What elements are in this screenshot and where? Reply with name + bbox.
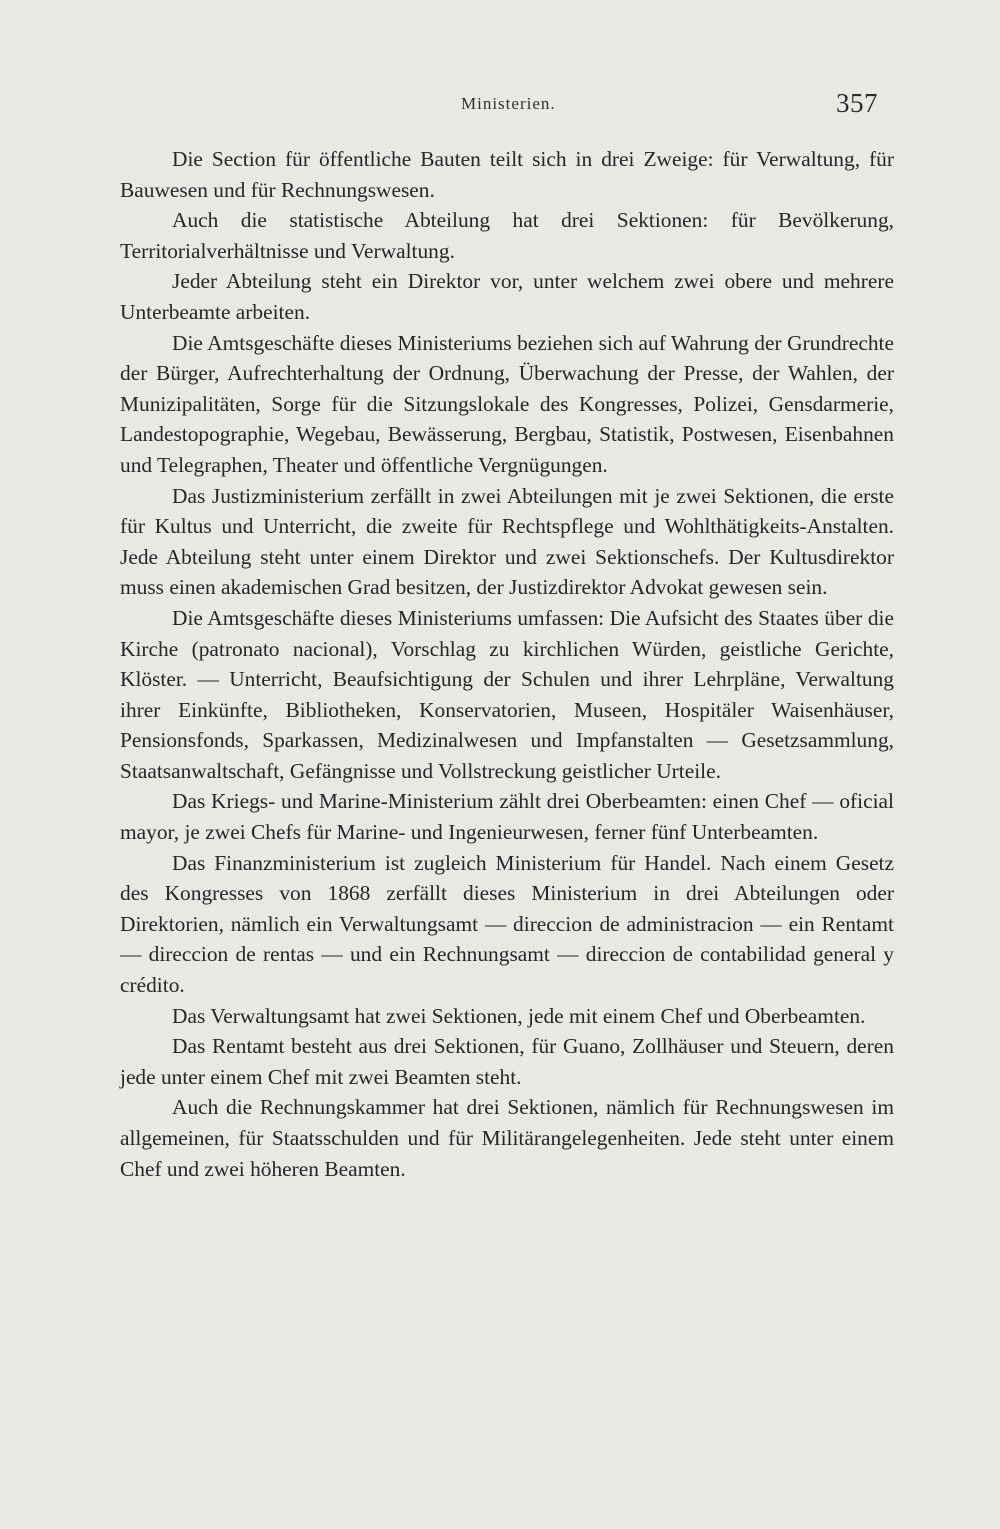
- paragraph: Die Amtsgeschäfte dieses Ministeriums beziehen sich auf Wahrung der Grundrechte der Bürger, Aufrechterhaltung der Ordnung, Überwachung der Presse, der Wahlen, der Munizipalitäten, Sorge für die Sitzungslokale des Kongresses, Polizei, Gensdarmerie, Landestopographie, Wegebau, Bewässerung, Bergbau, Statistik, Postwesen, Eisenbahnen und Telegraphen, Theater und öffentliche Vergnügungen.: [120, 330, 894, 477]
- paragraph: Das Verwaltungsamt hat zwei Sektionen, jede mit einem Chef und Oberbeamten.: [172, 1003, 866, 1028]
- paragraph: Das Kriegs- und Marine-Ministerium zählt drei Oberbeamten: einen Chef — oficial mayor, je zwei Chefs für Marine- und Ingenieurwesen, ferner fünf Unterbeamten.: [120, 789, 894, 845]
- paragraph: Das Rentamt besteht aus drei Sektionen, für Guano, Zollhäuser und Steuern, deren jede unter einem Chef mit zwei Beamten steht.: [120, 1034, 894, 1089]
- paragraph: Das Finanzministerium ist zugleich Ministerium für Handel. Nach einem Gesetz des Kongresses von 1868 zerfällt dieses Ministerium in drei Abteilungen oder Direktorien, nämlich ein Verwaltungsamt — direccion de administracion — ein Rentamt — direccion de rentas — und ein Rechnungsamt — direccion de contabilidad general y crédito.: [120, 850, 894, 998]
- running-title: Ministerien.: [461, 94, 556, 113]
- paragraph: Auch die Rechnungskammer hat drei Sektionen, nämlich für Rechnungswesen im allgemeinen, für Staatsschulden und für Militärangelegenheiten. Jede steht unter einem Chef und zwei höheren Beamten.: [120, 1095, 894, 1181]
- paragraph: Auch die statistische Abteilung hat drei Sektionen: für Bevölkerung, Territorialverhältnisse und Verwaltung.: [120, 208, 894, 263]
- paragraph: Die Section für öffentliche Bauten teilt sich in drei Zweige: für Verwaltung, für Bauwesen und für Rechnungswesen.: [120, 147, 894, 202]
- paragraph: Jeder Abteilung steht ein Direktor vor, unter welchem zwei obere und mehrere Unterbeamte arbeiten.: [120, 269, 894, 324]
- paragraph: Die Amtsgeschäfte dieses Ministeriums umfassen: Die Aufsicht des Staates über die Kirche (patronato nacional), Vorschlag zu kirchlichen Würden, geistliche Gerichte, Klöster. — Unterricht, Beaufsichtigung der Schulen und ihrer Lehrpläne, Verwaltung ihrer Einkünfte, Bibliotheken, Konservatorien, Museen, Hospitäler Waisenhäuser, Pensionsfonds, Sparkassen, Medizinalwesen und Impfanstalten — Gesetzsammlung, Staatsanwaltschaft, Gefängnisse und Vollstreckung geistlicher Urteile.: [120, 605, 894, 783]
- body-text: [120, 144, 894, 1184]
- paragraph: Das Justizministerium zerfällt in zwei Abteilungen mit je zwei Sektionen, die erste für Kultus und Unterricht, die zweite für Rechtspflege und Wohlthätigkeits-Anstalten. Jede Abteilung steht unter einem Direktor und zwei Sektionschefs. Der Kultusdirektor muss einen akademischen Grad besitzen, der Justizdirektor Advokat gewesen sein.: [120, 483, 894, 600]
- page-header: [0, 88, 1000, 128]
- page-number: 357: [836, 88, 878, 118]
